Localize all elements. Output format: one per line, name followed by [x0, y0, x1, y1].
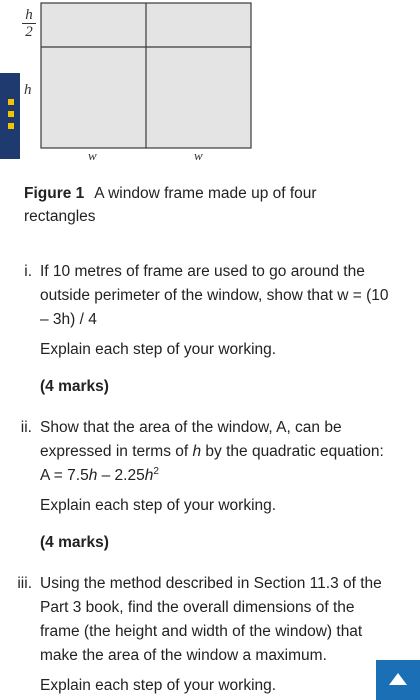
question-item — [17, 572, 392, 698]
question-item — [20, 416, 392, 555]
h-half-numerator: h — [22, 8, 36, 24]
question-text: Show that the area of the window, A, can be expressed in terms of h by the quadratic equation: $A = 7.5h - 2.25h^2$ — [40, 419, 384, 484]
h-half-label — [22, 8, 36, 39]
tab-dot-icon — [8, 111, 14, 117]
question-item — [24, 260, 392, 399]
figure-caption-text: A window frame made up of four rectangles — [24, 185, 317, 225]
figure-caption — [24, 182, 384, 228]
w-left-label: w — [88, 148, 97, 163]
figure-caption-label: Figure 1 — [24, 185, 85, 202]
question-explain: Explain each step of your working. — [40, 341, 277, 358]
w-right-label: w — [194, 148, 203, 163]
h-half-denominator: 2 — [25, 24, 33, 40]
tab-dot-icon — [8, 99, 14, 105]
tab-dot-icon — [8, 123, 14, 129]
question-explain: Explain each step of your working. — [40, 497, 277, 514]
question-text: If 10 metres of frame are used to go around the outside perimeter of the window, show that w = (10 – 3h) / 4 — [40, 263, 389, 328]
question-marks: (4 marks) — [40, 534, 109, 551]
question-numeral: ii. — [20, 419, 32, 436]
question-numeral: i. — [24, 263, 32, 280]
h-label: h — [24, 82, 32, 98]
triangle-up-icon — [388, 671, 408, 687]
window-frame-figure — [0, 0, 420, 175]
window-frame-diagram — [0, 0, 420, 175]
question-numeral: iii. — [17, 575, 32, 592]
side-panel-tab[interactable] — [0, 73, 20, 159]
question-explain: Explain each step of your working. — [40, 677, 277, 694]
question-text: Using the method described in Section 11.3 of the Part 3 book, find the overall dimensions of the frame (the height and width of the window) that make the area of the window a maximum. — [40, 575, 382, 664]
question-marks: (4 marks) — [40, 378, 109, 395]
scroll-to-top-button[interactable] — [376, 660, 420, 700]
